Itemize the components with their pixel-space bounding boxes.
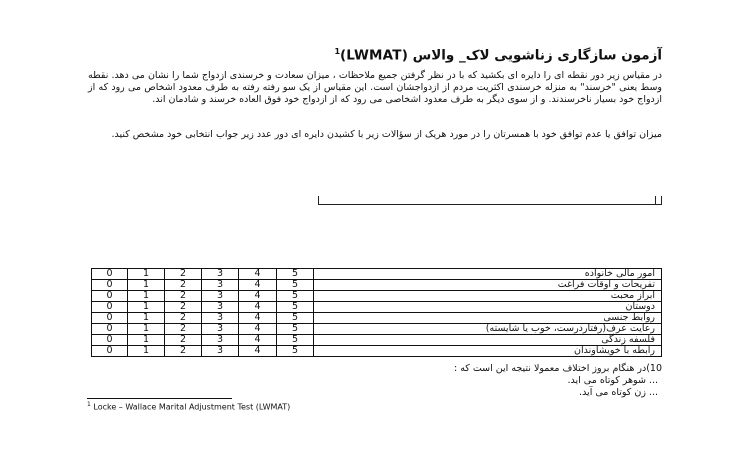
score-option-5[interactable]: 5 [277,324,314,335]
score-option-5[interactable]: 5 [277,291,314,302]
item-label: تفریحات و اوقات فراغت [314,280,662,291]
footnote [87,401,290,412]
score-option-2[interactable]: 2 [165,280,202,291]
score-option-3[interactable]: 3 [202,269,239,280]
score-option-2[interactable]: 2 [165,302,202,313]
score-option-3[interactable]: 3 [202,335,239,346]
score-option-1[interactable]: 1 [128,324,165,335]
item-label: رعایت عرف(رفتاردرست، خوب یا شایسته) [314,324,662,335]
score-option-1[interactable]: 1 [128,280,165,291]
score-option-3[interactable]: 3 [202,324,239,335]
item-label: روابط جنسی [314,313,662,324]
score-option-1[interactable]: 1 [128,335,165,346]
score-option-2[interactable]: 2 [165,269,202,280]
score-option-5[interactable]: 5 [277,280,314,291]
table-row [92,324,662,335]
document-title [334,47,662,64]
score-option-5[interactable]: 5 [277,335,314,346]
score-option-4[interactable]: 4 [239,346,277,357]
score-option-5[interactable]: 5 [277,302,314,313]
score-option-4[interactable]: 4 [239,302,277,313]
agreement-table-body [92,269,662,357]
score-option-0[interactable]: 0 [92,302,128,313]
score-option-1[interactable]: 1 [128,302,165,313]
score-option-0[interactable]: 0 [92,313,128,324]
table-row [92,269,662,280]
instruction-paragraph-2: میزان توافق یا عدم توافق خود با همسرتان را در مورد هریک از سؤالات زیر با کشیدن دایره ای دور عدد زیر جواب انتخابی خود مشخص کنید. [111,129,662,140]
score-option-2[interactable]: 2 [165,313,202,324]
item-label: امور مالی خانواده [314,269,662,280]
scale-tick-right-inner [655,196,656,205]
score-option-0[interactable]: 0 [92,346,128,357]
score-option-0[interactable]: 0 [92,324,128,335]
agreement-table [91,268,662,357]
score-option-5[interactable]: 5 [277,269,314,280]
title-footnote-ref: 1 [334,47,341,56]
footnote-separator [87,398,232,399]
scale-tick-left [318,196,319,205]
instruction-paragraph-1: در مقیاس زیر دور نقطه ای را دایره ای بکشید که با در نظر گرفتن جمیع ملاحظات ، میزان سعادت و خرسندی ازدواج شما را نشان می دهد. نقطه وسط یعنی "خرسند" به منزله خرسندی اکثریت مردم از ازدواجشان است. این مقیاس از یک سو رفته رفته به طرف معدود اشخاص می رود که از ازدواج خود بسیار ناخرسندند. و از سوی دیگر به طرف معدود اشخاصی می رود که از ازدواج خود فوق العاده خرسند و شادمان اند. [88,70,662,105]
score-option-5[interactable]: 5 [277,346,314,357]
score-option-1[interactable]: 1 [128,313,165,324]
score-option-4[interactable]: 4 [239,335,277,346]
score-option-3[interactable]: 3 [202,302,239,313]
score-option-0[interactable]: 0 [92,280,128,291]
footnote-text: Locke – Wallace Marital Adjustment Test (LWMAT) [93,402,291,412]
item-label: رابطه با خویشاوندان [314,346,662,357]
score-option-0[interactable]: 0 [92,335,128,346]
score-option-0[interactable]: 0 [92,291,128,302]
table-row [92,302,662,313]
table-row [92,346,662,357]
score-option-0[interactable]: 0 [92,269,128,280]
item-label: دوستان [314,302,662,313]
question-10 [454,363,662,399]
score-option-3[interactable]: 3 [202,313,239,324]
score-option-4[interactable]: 4 [239,280,277,291]
table-row [92,280,662,291]
table-row [92,313,662,324]
table-row [92,291,662,302]
question-10-option-husband: ... شوهر کوتاه می اید. [567,375,658,386]
score-option-3[interactable]: 3 [202,346,239,357]
score-option-2[interactable]: 2 [165,346,202,357]
happiness-scale-line [318,195,662,205]
score-option-4[interactable]: 4 [239,291,277,302]
table-row [92,335,662,346]
score-option-1[interactable]: 1 [128,291,165,302]
score-option-3[interactable]: 3 [202,280,239,291]
item-label: ابراز محبت [314,291,662,302]
score-option-4[interactable]: 4 [239,269,277,280]
score-option-1[interactable]: 1 [128,269,165,280]
score-option-1[interactable]: 1 [128,346,165,357]
score-option-4[interactable]: 4 [239,313,277,324]
score-option-3[interactable]: 3 [202,291,239,302]
score-option-2[interactable]: 2 [165,291,202,302]
question-10-text: 10)در هنگام بروز اختلاف معمولا نتیجه این است که : [453,363,662,374]
question-10-option-wife: ... زن کوتاه می آید. [579,387,658,398]
score-option-2[interactable]: 2 [165,335,202,346]
footnote-number: 1 [87,401,91,408]
score-option-2[interactable]: 2 [165,324,202,335]
scale-tick-right-outer [661,196,662,205]
score-option-4[interactable]: 4 [239,324,277,335]
item-label: فلسفه زندگی [314,335,662,346]
score-option-5[interactable]: 5 [277,313,314,324]
title-text: آزمون سازگاری زناشویی لاک_ والاس (LWMAT) [340,47,662,64]
